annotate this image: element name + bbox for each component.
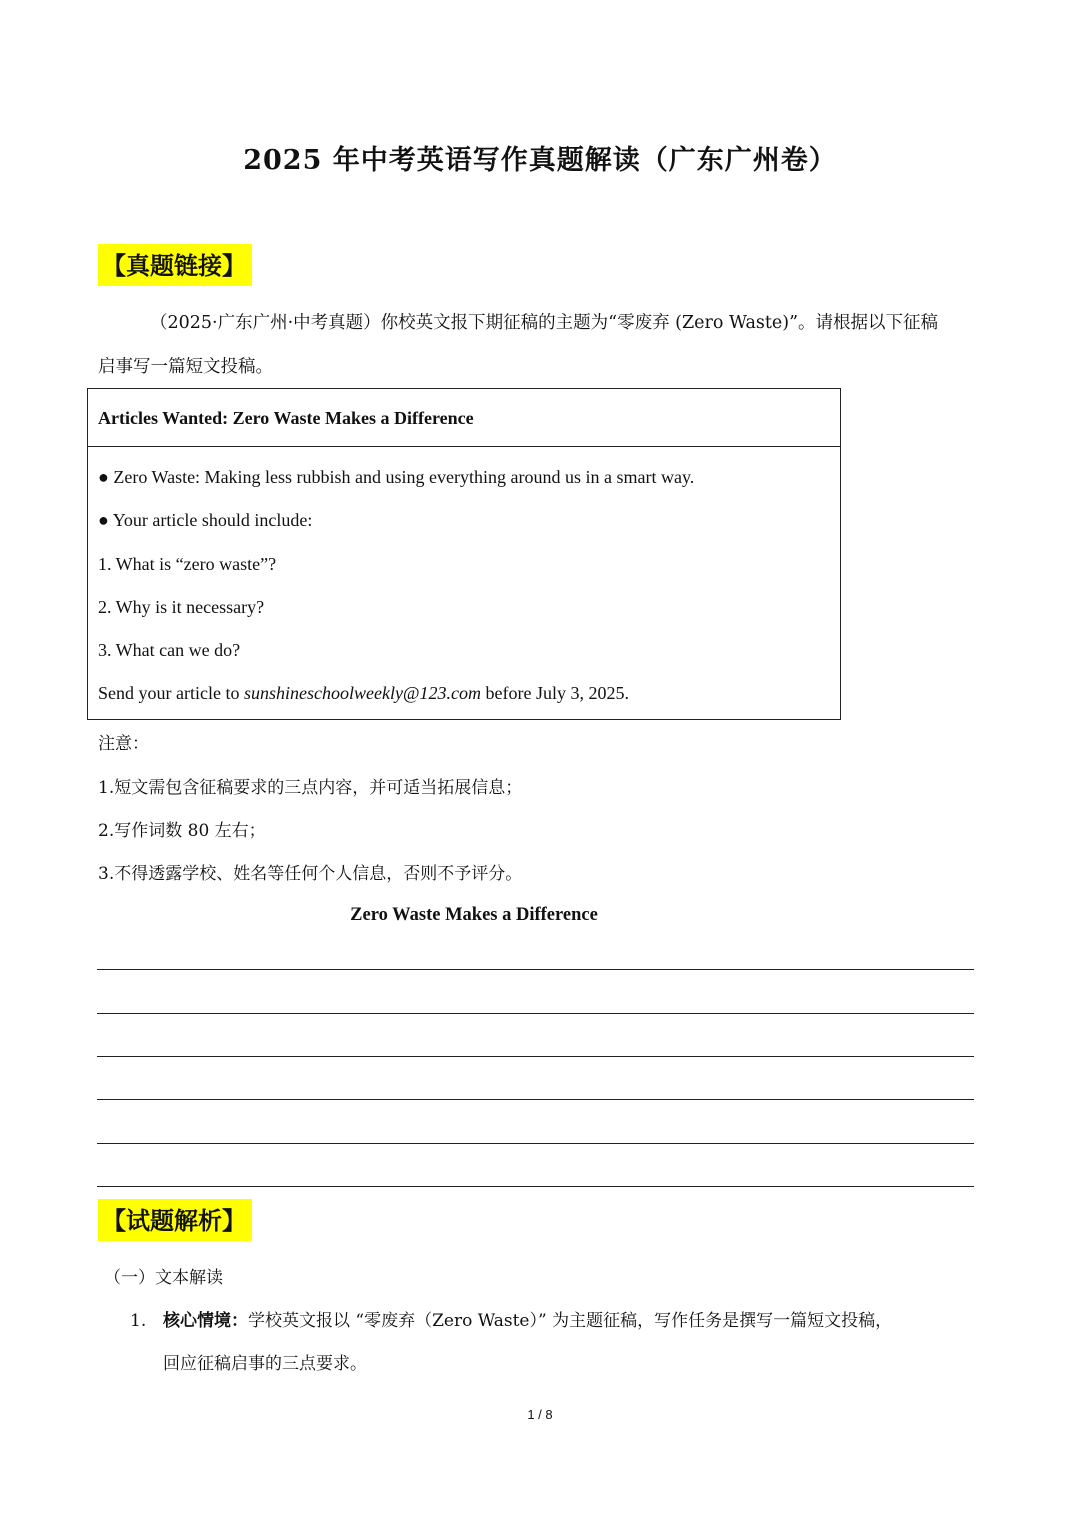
notice-line: 1. What is “zero waste”? — [98, 554, 277, 574]
item-body: 学校英文报以 “零废弃（Zero Waste）” 为主题征稿，写作任务是撰写一篇短文投稿， — [248, 1311, 893, 1331]
writing-line[interactable] — [97, 1013, 974, 1014]
notice-line: ● Zero Waste: Making less rubbish and using everything around us in a smart way. — [98, 467, 695, 487]
notice-line: 2. Why is it necessary? — [98, 597, 265, 617]
note-item: 1.短文需包含征稿要求的三点内容，并可适当拓展信息； — [98, 778, 523, 798]
item-continuation: 回应征稿启事的三点要求。 — [163, 1354, 367, 1374]
notes-label: 注意： — [98, 734, 149, 754]
item-text — [163, 1309, 983, 1333]
note-item: 3.不得透露学校、姓名等任何个人信息，否则不予评分。 — [98, 864, 523, 884]
page-number: 1 / 8 — [527, 1407, 553, 1422]
section-heading-real-question: 【真题链接】 — [98, 244, 252, 286]
writing-line[interactable] — [97, 1099, 974, 1100]
send-prefix: Send your article to — [98, 683, 244, 703]
item-bold-label: 核心情境： — [163, 1311, 248, 1331]
send-suffix: before July 3, 2025. — [480, 683, 629, 703]
intro-line-1: （2025·广东广州·中考真题）你校英文报下期征稿的主题为“零废弃 (Zero Waste)”。请根据以下征稿 — [150, 313, 939, 333]
writing-line[interactable] — [97, 969, 974, 970]
writing-line[interactable] — [97, 1056, 974, 1057]
writing-title: Zero Waste Makes a Difference — [350, 905, 598, 925]
notice-send-line — [98, 681, 629, 705]
notice-line: ● Your article should include: — [98, 510, 313, 530]
page-title: 2025 年中考英语写作真题解读（广东广州卷） — [243, 145, 837, 176]
item-number: 1. — [130, 1311, 147, 1331]
writing-line[interactable] — [97, 1186, 974, 1187]
subsection-heading: （一）文本解读 — [104, 1268, 223, 1288]
email-link[interactable]: sunshineschoolweekly@123.com — [243, 683, 481, 703]
notice-line: 3. What can we do? — [98, 640, 241, 660]
writing-line[interactable] — [97, 1143, 974, 1144]
section-heading-analysis: 【试题解析】 — [98, 1199, 252, 1241]
notice-box-header: Articles Wanted: Zero Waste Makes a Difference — [88, 389, 840, 447]
notice-box — [87, 388, 841, 720]
intro-line-2: 启事写一篇短文投稿。 — [98, 357, 273, 377]
note-item: 2.写作词数 80 左右； — [98, 821, 266, 841]
